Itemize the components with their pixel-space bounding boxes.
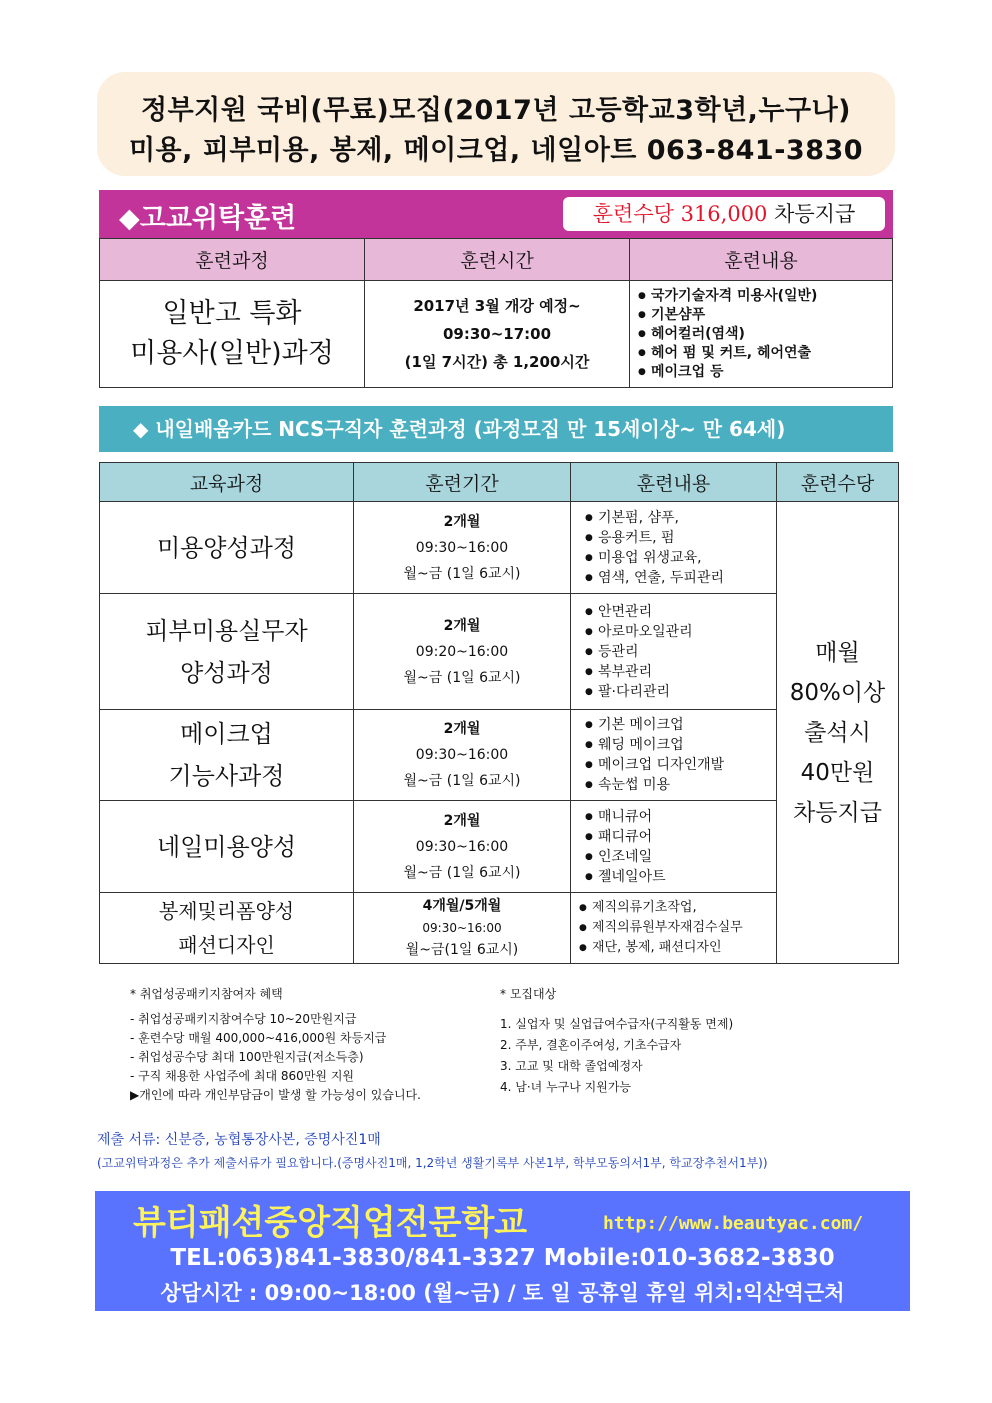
- list-item: ● 기본 메이크업: [585, 715, 776, 735]
- s2-header-allowance: 훈련수당: [777, 463, 899, 502]
- course-name: 메이크업: [180, 720, 273, 748]
- allowance-cell: [777, 502, 899, 964]
- list-item: ● 기본샴푸: [638, 306, 892, 325]
- period-cell: [354, 594, 571, 710]
- period-cell: [354, 710, 571, 801]
- s1-course-line2: 미용사(일반)과정: [130, 338, 334, 369]
- section1-table: [99, 238, 893, 388]
- list-item: ● 매니큐어: [585, 807, 776, 827]
- list-item: ● 팔·다리관리: [585, 682, 776, 702]
- content-cell: [571, 502, 777, 594]
- section2-bar: [99, 406, 893, 452]
- header-banner: [97, 72, 895, 176]
- list-item: ● 속눈썹 미용: [585, 775, 776, 795]
- allowance-prefix: 훈련수당: [592, 202, 681, 226]
- course-cell: [100, 502, 354, 594]
- list-item: - 취업성공수당 최대 100만원지급(저소득층): [130, 1050, 364, 1064]
- period-length: 4개월/5개월: [422, 898, 502, 914]
- period-time: 09:30~16:00: [415, 838, 509, 855]
- list-item: 3. 고교 및 대학 졸업예정자: [500, 1059, 643, 1073]
- s1-content-cell: [630, 281, 893, 388]
- period-days: 월~금(1일 6교시): [405, 942, 519, 958]
- course-name: 미용양성과정: [156, 533, 297, 562]
- s1-header-content: 훈련내용: [630, 239, 893, 281]
- list-item: ● 복부관리: [585, 662, 776, 682]
- allowance-line: 출석시: [804, 719, 871, 746]
- school-name: 뷰티패션중앙직업전문학교: [133, 1203, 528, 1243]
- course-cell: [100, 710, 354, 801]
- allowance-suffix: 차등지급: [767, 202, 856, 226]
- list-item: 1. 실업자 및 실업급여수급자(구직활동 면제): [500, 1017, 734, 1031]
- content-cell: [571, 594, 777, 710]
- s1-time-line3: (1일 7시간) 총 1,200시간: [404, 353, 590, 371]
- s1-course-line1: 일반고 특화: [162, 298, 302, 329]
- consult-hours: 상담시간 : 09:00~18:00 (월~금) / 토 일 공휴일 휴일 위치:익산역근처: [160, 1281, 845, 1305]
- list-item: ● 인조네일: [585, 847, 776, 867]
- list-item: ● 제직의류원부자재검수실무: [579, 918, 776, 938]
- period-cell: [354, 893, 571, 964]
- website-link[interactable]: http://www.beautyac.com/: [603, 1213, 864, 1234]
- list-item: - 훈련수당 매월 400,000~416,000원 차등지급: [130, 1031, 387, 1045]
- list-item: 4. 남·녀 누구나 지원가능: [500, 1080, 632, 1094]
- allowance-line: 차등지급: [793, 799, 882, 826]
- s2-header-content: 훈련내용: [571, 463, 777, 502]
- s1-time-line1: 2017년 3월 개강 예정~: [413, 297, 581, 315]
- s1-course-cell: [100, 281, 365, 388]
- list-item: ● 메이크업 등: [638, 363, 892, 382]
- list-item: ● 아로마오일관리: [585, 622, 776, 642]
- section1-allowance-box: [563, 197, 885, 231]
- footer-banner: [95, 1191, 910, 1311]
- list-item: ● 염색, 연출, 두피관리: [585, 568, 776, 588]
- content-cell: [571, 710, 777, 801]
- section1-bar: [99, 190, 893, 238]
- period-days: 월~금 (1일 6교시): [403, 565, 521, 582]
- period-length: 2개월: [443, 721, 481, 737]
- list-item: ● 국가기술자격 미용사(일반): [638, 287, 892, 306]
- list-item: - 구직 채용한 사업주에 최대 860만원 지원: [130, 1069, 355, 1083]
- submit-documents: 제출 서류: 신분증, 농협통장사본, 증명사진1매: [97, 1132, 381, 1148]
- list-item: ● 응용커트, 펌: [585, 528, 776, 548]
- allowance-line: 40만원: [800, 759, 875, 786]
- course-name: 피부미용실무자: [145, 616, 308, 645]
- section2-title: ◆ 내일배움카드 NCS구직자 훈련과정 (과정모집 만 15세이상~ 만 64세): [133, 417, 786, 441]
- header-line2: 미용, 피부미용, 봉제, 메이크업, 네일아트 063-841-3830: [128, 135, 864, 166]
- header-line1: 정부지원 국비(무료)모집(2017년 고등학교3학년,누구나): [141, 95, 851, 126]
- period-cell: [354, 801, 571, 893]
- s1-header-course: 훈련과정: [100, 239, 365, 281]
- list-item: ● 패디큐어: [585, 827, 776, 847]
- course-cell: [100, 801, 354, 893]
- course-name: 봉제및리폼양성: [158, 899, 295, 923]
- contact-phone: TEL:063)841-3830/841-3327 Mobile:010-3682-3830: [170, 1245, 835, 1271]
- s1-time-line2: 09:30~17:00: [442, 325, 552, 343]
- period-cell: [354, 502, 571, 594]
- allowance-line: 매월: [815, 639, 860, 666]
- s2-header-course: 교육과정: [100, 463, 354, 502]
- period-length: 2개월: [443, 617, 481, 634]
- period-length: 2개월: [443, 812, 481, 829]
- target-notes: [500, 985, 733, 1098]
- list-item: ● 제직의류기초작업,: [579, 898, 776, 918]
- list-item: ● 메이크업 디자인개발: [585, 755, 776, 775]
- course-name: 네일미용양성: [156, 832, 297, 861]
- period-time: 09:30~16:00: [415, 747, 509, 763]
- section2-table: [99, 462, 899, 964]
- section1-title: ◆고교위탁훈련: [119, 203, 297, 234]
- content-cell: [571, 893, 777, 964]
- list-item: ▶개인에 따라 개인부담금이 발생 할 가능성이 있습니다.: [130, 1088, 421, 1102]
- list-item: ● 재단, 봉제, 패션디자인: [579, 938, 776, 958]
- s1-header-time: 훈련시간: [365, 239, 630, 281]
- period-time: 09:30~16:00: [422, 921, 502, 935]
- course-name-line2: 기능사과정: [168, 762, 285, 790]
- course-name-line2: 패션디자인: [178, 933, 275, 957]
- list-item: ● 미용업 위생교육,: [585, 548, 776, 568]
- target-title: * 모집대상: [500, 987, 557, 1001]
- list-item: ● 헤어컬러(염색): [638, 325, 892, 344]
- list-item: ● 헤어 펌 및 커트, 헤어연출: [638, 344, 892, 363]
- period-length: 2개월: [443, 513, 481, 530]
- submit-documents-extra: (고교위탁과정은 추가 제출서류가 필요합니다.(증명사진1매, 1,2학년 생활기록부 사본1부, 학부모동의서1부, 학교장추천서1부)): [97, 1156, 768, 1170]
- content-cell: [571, 801, 777, 893]
- benefits-title: * 취업성공패키지참여자 혜택: [130, 987, 283, 1001]
- period-time: 09:20~16:00: [415, 643, 509, 660]
- list-item: ● 등관리: [585, 642, 776, 662]
- course-cell: [100, 594, 354, 710]
- period-days: 월~금 (1일 6교시): [403, 669, 521, 686]
- s1-time-cell: [365, 281, 630, 388]
- course-cell: [100, 893, 354, 964]
- period-days: 월~금 (1일 6교시): [403, 864, 521, 881]
- table-row: [100, 502, 899, 594]
- list-item: 2. 주부, 결혼이주여성, 기초수급자: [500, 1038, 682, 1052]
- list-item: - 취업성공패키지참여수당 10~20만원지급: [130, 1012, 357, 1026]
- allowance-line: 80%이상: [789, 679, 886, 706]
- period-days: 월~금 (1일 6교시): [403, 773, 521, 789]
- list-item: ● 웨딩 메이크업: [585, 735, 776, 755]
- list-item: ● 안면관리: [585, 602, 776, 622]
- period-time: 09:30~16:00: [415, 539, 509, 556]
- list-item: ● 기본펌, 샴푸,: [585, 508, 776, 528]
- course-name-line2: 양성과정: [180, 658, 273, 687]
- benefits-notes: [130, 985, 421, 1105]
- allowance-amount: 316,000: [680, 202, 768, 226]
- list-item: ● 젤네일아트: [585, 867, 776, 887]
- s2-header-period: 훈련기간: [354, 463, 571, 502]
